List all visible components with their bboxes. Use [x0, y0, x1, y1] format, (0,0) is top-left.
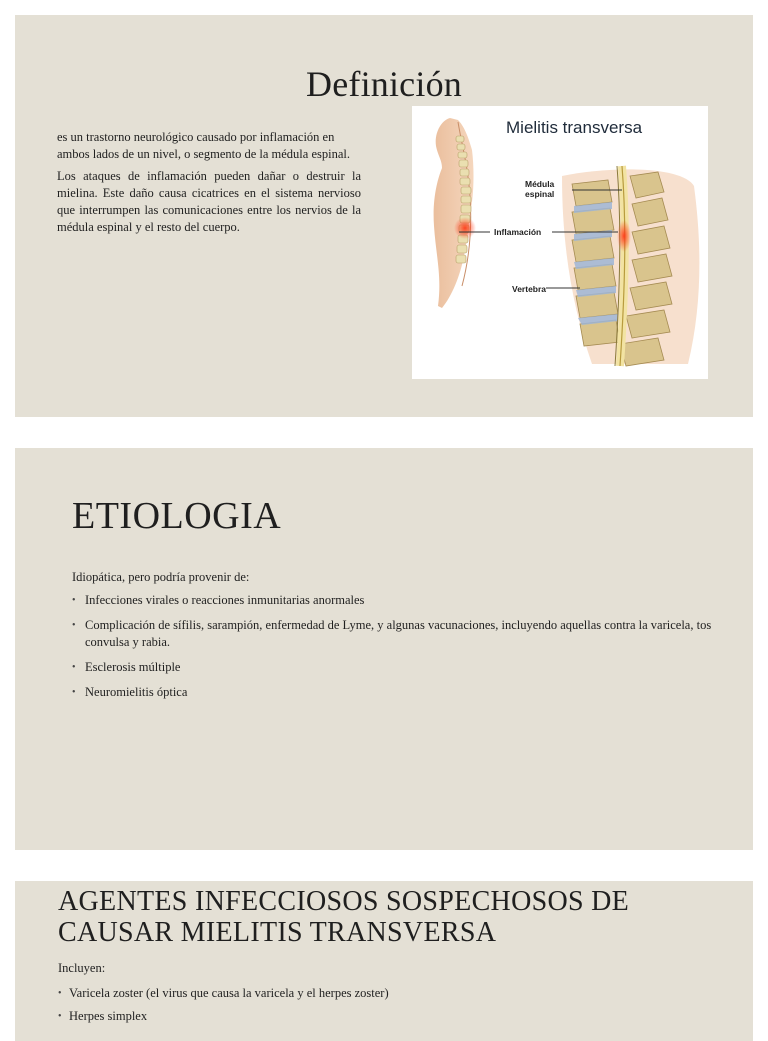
list-item: • Herpes simplex	[58, 1009, 148, 1023]
mielitis-illustration	[412, 106, 708, 379]
etiology-list	[72, 592, 712, 709]
agents-intro: Incluyen:	[58, 961, 106, 975]
bullet-icon: •	[72, 620, 76, 631]
definition-paragraph: es un trastorno neurológico causado por inflamación en ambos lados de un nivel, o segmento de la médula espinal.	[57, 130, 350, 161]
bullet-icon: •	[72, 687, 76, 698]
slide-title: AGENTES INFECCIOSOS SOSPECHOSOS DE CAUSAR MIELITIS TRANSVERSA	[58, 886, 630, 948]
slide-etiologia	[15, 448, 753, 850]
list-item: • Neuromielitis óptica	[72, 685, 188, 699]
label-inflamacion: Inflamación	[494, 227, 542, 237]
spine-illustration-image	[412, 106, 708, 379]
list-item: • Esclerosis múltiple	[72, 660, 181, 674]
list-item: • Infecciones virales o reacciones inmunitarias anormales	[72, 593, 365, 607]
bullet-icon: •	[72, 662, 76, 673]
agents-list	[58, 985, 698, 1031]
etiology-intro: Idiopática, pero podría provenir de:	[72, 570, 250, 584]
bullet-icon: •	[58, 1011, 62, 1022]
slide-agentes-infecciosos	[15, 881, 753, 1041]
label-vertebra: Vertebra	[512, 284, 547, 294]
label-medula-espinal: Médula espinal	[525, 179, 555, 199]
bullet-icon: •	[58, 988, 62, 999]
list-item: • Varicela zoster (el virus que causa la varicela y el herpes zoster)	[58, 986, 389, 1000]
slide-title: ETIOLOGIA	[72, 495, 282, 537]
slide-definicion	[15, 15, 753, 417]
definition-paragraph: Los ataques de inflamación pueden dañar o destruir la mielina. Este daño causa cicatrices en el sistema nervioso que interrumpen las comunicaciones entre los nervios de la médula espinal y el resto del cuerpo.	[57, 169, 361, 234]
bullet-icon: •	[72, 595, 76, 606]
illustration-title: Mielitis transversa	[506, 118, 643, 137]
definition-text	[57, 129, 361, 241]
slide-title: Definición	[306, 64, 462, 104]
list-item: • Complicación de sífilis, sarampión, enfermedad de Lyme, y algunas vacunaciones, incluyendo aquellas contra la varicela, tos convulsa y rabia.	[72, 618, 712, 649]
